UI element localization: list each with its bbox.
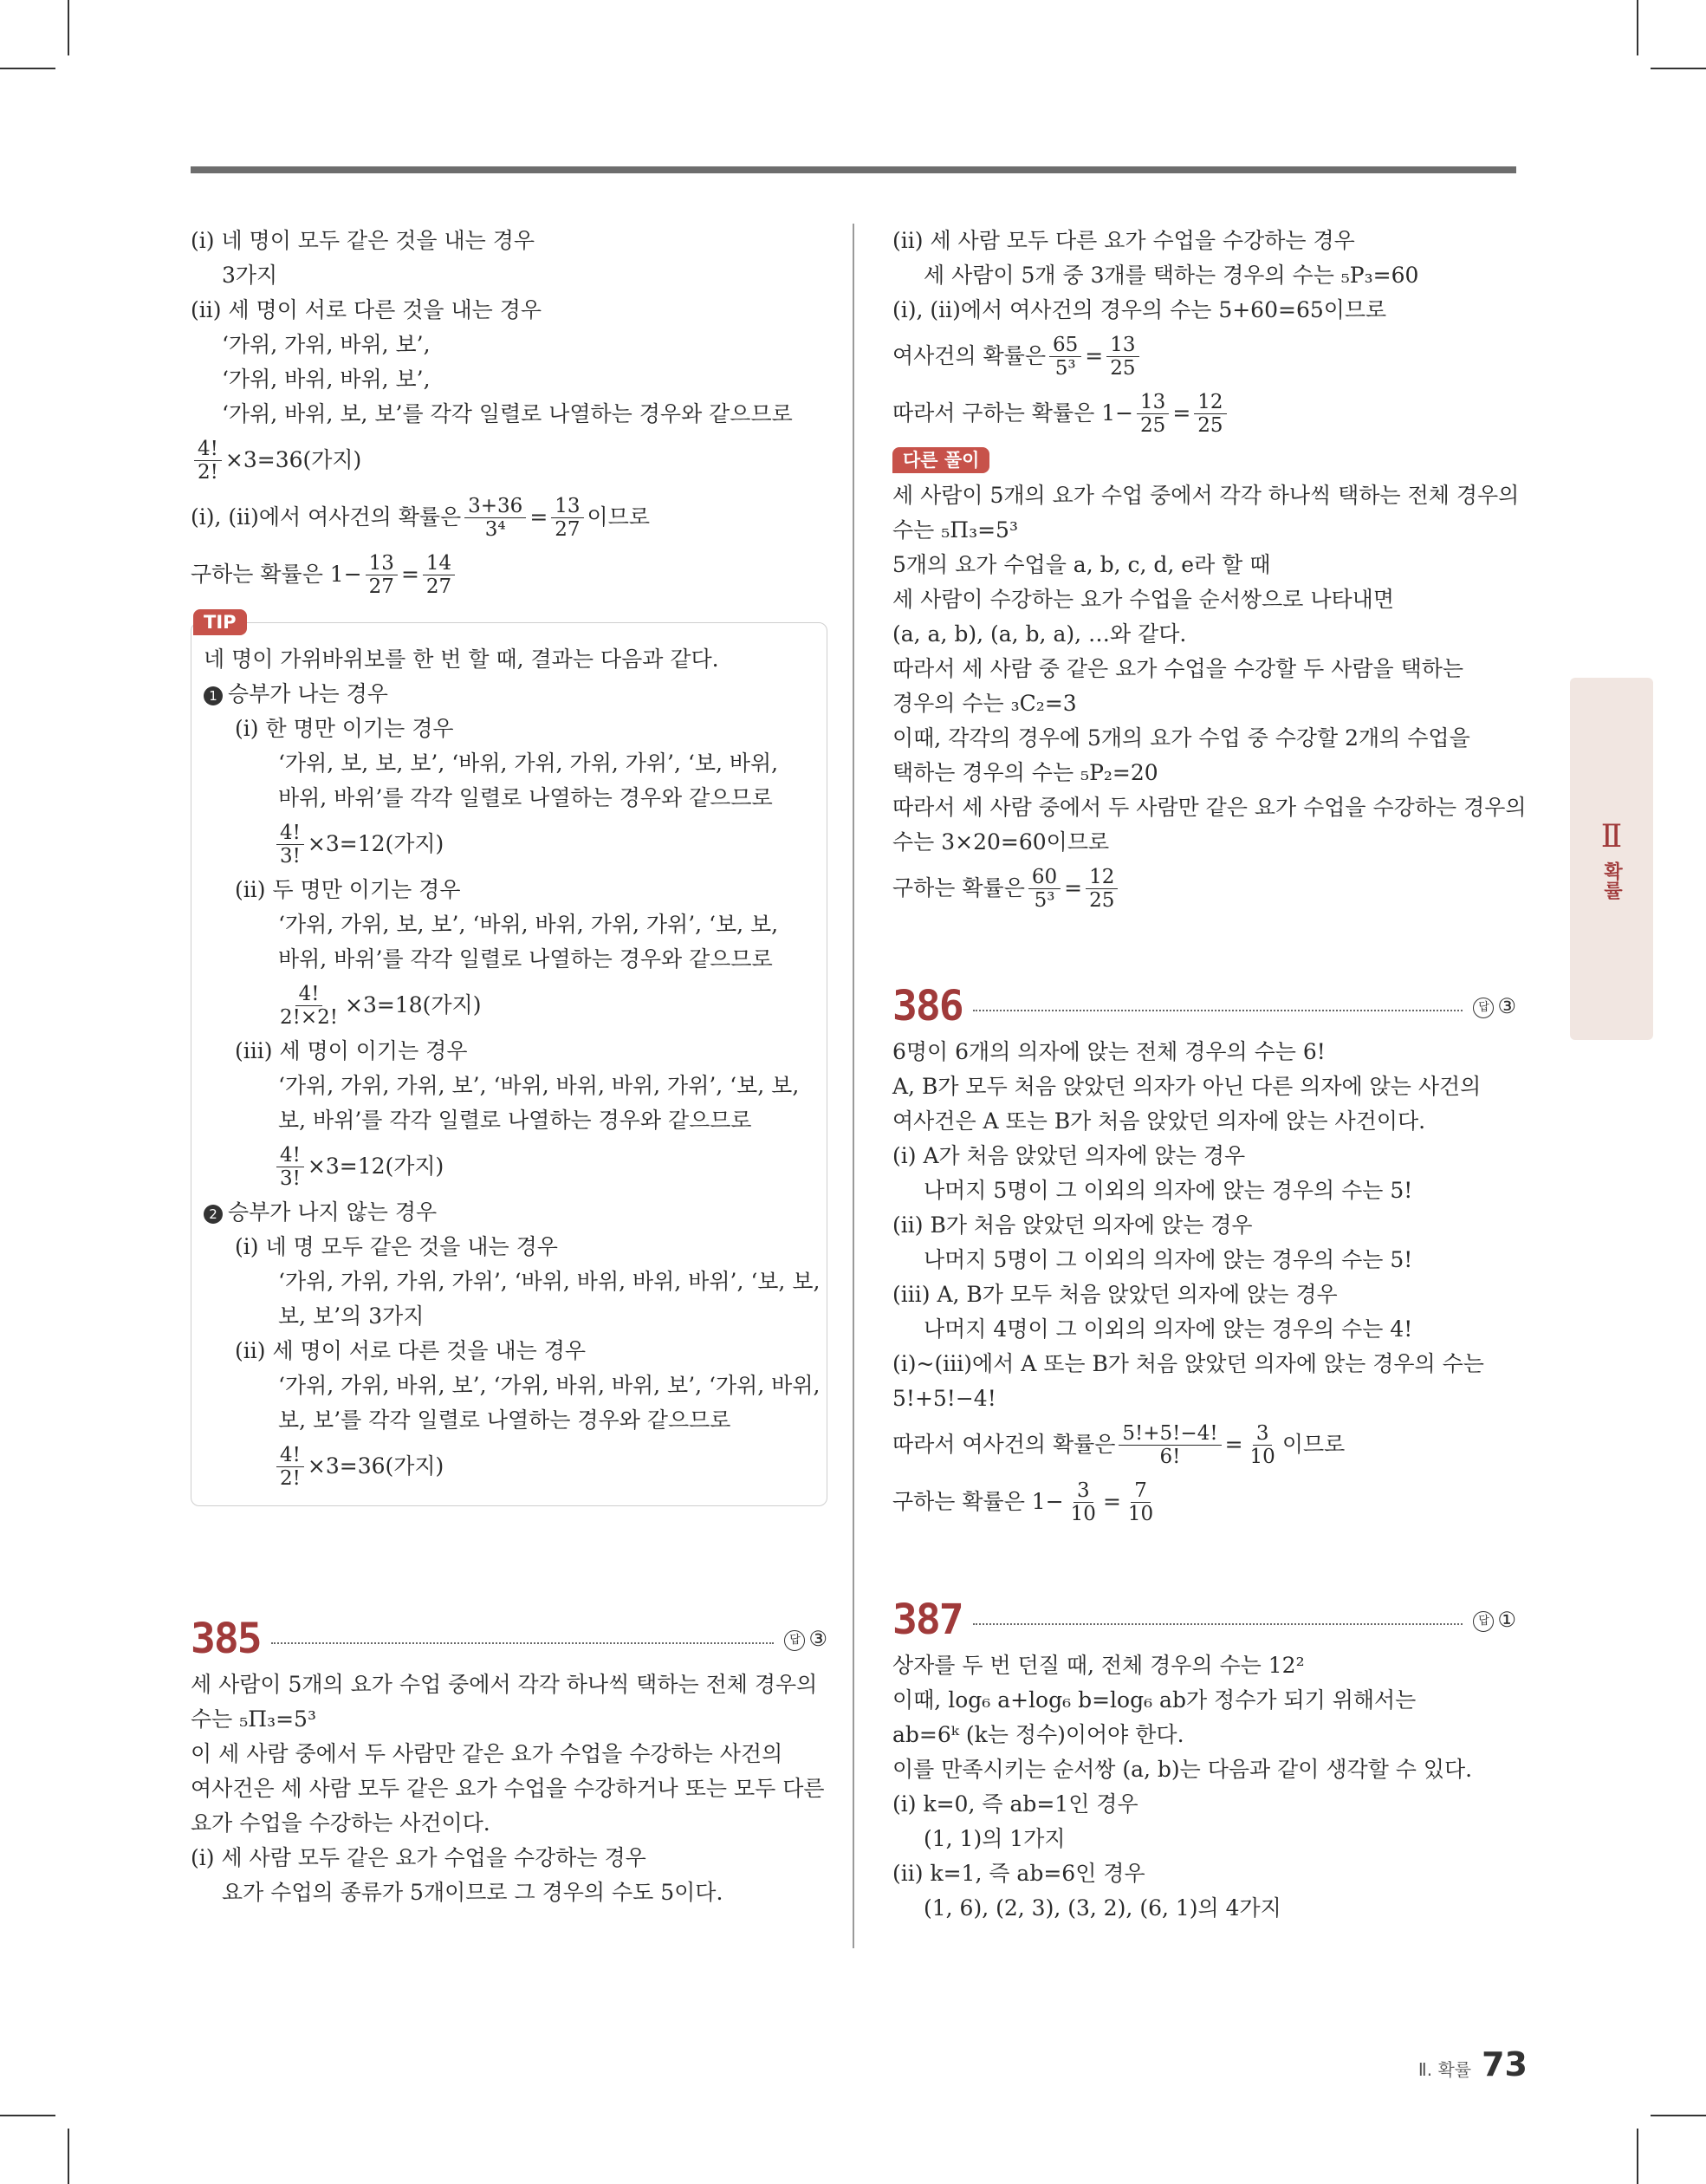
- text-line: (ⅱ) B가 처음 앉았던 의자에 앉는 경우: [892, 1212, 1253, 1238]
- fraction: $\frac{7}{10}$: [1127, 1479, 1154, 1525]
- text-line: 택하는 경우의 수는 ₅P₂=20: [892, 760, 1158, 785]
- text-line: 따라서 세 사람 중에서 두 사람만 같은 요가 수업을 수강하는 경우의: [892, 795, 1527, 820]
- text-line: 여사건은 A 또는 B가 처음 앉았던 의자에 앉는 사건이다.: [892, 1108, 1426, 1134]
- text-line: 3가지: [222, 263, 278, 288]
- left-column: (ⅰ) 네 명이 모두 같은 것을 내는 경우 3가지 (ⅱ) 세 명이 서로 다른 것을 내는 경우 ‘가위, 가위, 바위, 보’, ‘가위, 바위, 바위, 보’, ‘가위, 바위, 보, 보’를 각각 일렬로 나열하는 경우와 같으므로 $\frac{4!}{2!}$ ×3=36(가지) (ⅰ), (ⅱ)에서 여사건의 확률은 $\frac{3+36}{\text{3⁴}}$ = $\frac{13}{27}$ 이므로 구하는 확률은 1− $\frac{13}{27}$ = $\frac{14}{27}$ TIP 네 명이 가위바위보를 한 번 할 때, 결과는 다음과 같다. 1 승부가 나는 경우 (ⅰ) 한 명만 이기는 경우 ‘가위, 보, 보, 보’, ‘바위, 가위, 가위, 가위’, ‘보, 바위, 바위, 바위’를 각각 일렬로 나열하는 경우와 같으므로 $\frac{4!}{3!}$ ×3=12(가지) (ⅱ) 두 명만 이기는 경우 ‘가위, 가위, 보, 보’, ‘바위, 바위, 가위, 가위’, ‘보, 보, 바위, 바위’를 각각 일렬로 나열하는 경우와 같으므로 $\frac{4!}{2!\times 2!}$ ×3=18(가지) (ⅲ) 세 명이 이기는 경우 ‘가위, 가위, 가위, 보’, ‘바위, 바위, 바위, 가위’, ‘보, 보, 보, 바위’를 각각 일렬로 나열하는 경우와 같으므로 $\frac{4!}{3!}$ ×3=12(가지) 2 승부가 나지 않는 경우 (ⅰ) 네 명 모두 같은 것을 내는 경우 ‘가위, 가위, 가위, 가위’, ‘바위, 바위, 바위, 바위’, ‘보, 보, 보, 보’의 3가지 (ⅱ) 세 명이 서로 다른 것을 내는 경우 ‘가위, 가위, 바위, 보’, ‘가위, 바위, 바위, 보’, ‘가위, 바위, 보, 보’를 각각 일렬로 나열하는 경우와 같으므로 $\frac{4!}{2!}$ ×3=36(가지) 385 답 ③ 세 사람이 5개의 요가 수업 중에서 각각 하나씩 택하는 전체 경우의 수는 ₅Π₃=5³ 이 세 사람 중에서 두 사람만 같은 요가 수업을 수강하는 사건의 여사건은 세 사람 모두 같은 요가 수업을 수강하거나 또는 모두 다른 요가 수업을 수강하는 사건이다. (ⅰ) 세 사람 모두 같은 요가 수업을 수강하는 경우 요가 수업의 종류가 5개이므로 그 경우의 수도 5이다.: [191, 224, 827, 1910]
- crop-mark: [0, 68, 55, 69]
- text-line: 6명이 6개의 의자에 앉는 전체 경우의 수는 6!: [892, 1039, 1326, 1064]
- problem-number: 387: [892, 1596, 963, 1644]
- column-divider: [853, 224, 854, 1948]
- text-line: (ⅲ) A, B가 모두 처음 앉았던 의자에 앉는 경우: [892, 1282, 1338, 1307]
- answer-value: ③: [1497, 994, 1516, 1018]
- header-rule: [191, 166, 1516, 173]
- crop-mark: [68, 2129, 69, 2184]
- fraction: $\frac{60}{\text{5³}}$: [1028, 866, 1061, 912]
- text-line: (ⅱ) 세 명이 서로 다른 것을 내는 경우: [191, 297, 542, 322]
- circled-two-icon: 2: [204, 1205, 223, 1224]
- crop-mark: [1651, 2115, 1706, 2116]
- equation-line: $\frac{4!}{2!\times 2!}$ ×3=18(가지): [204, 977, 814, 1034]
- fraction: $\frac{13}{27}$: [551, 495, 583, 541]
- equation-line: 따라서 구하는 확률은 1− $\frac{13}{25}$ = $\frac{12}{25}$: [892, 385, 1516, 442]
- page-footer: [1418, 2045, 1528, 2083]
- page-number: 73: [1482, 2045, 1528, 2083]
- equation-line: 따라서 여사건의 확률은 $\frac{5!+5!-4!}{6!}$ = $\frac{3}{10}$ 이므로: [892, 1421, 1346, 1468]
- dotted-leader: [271, 1642, 775, 1644]
- chapter-side-tab: [1570, 678, 1653, 1040]
- fraction: $\frac{4!}{2!\times 2!}$: [280, 982, 339, 1029]
- text-line: 나머지 5명이 그 이외의 의자에 앉는 경우의 수는 5!: [924, 1178, 1413, 1203]
- crop-mark: [1637, 2129, 1638, 2184]
- fraction: $\frac{4!}{2!}$: [194, 438, 222, 484]
- fraction: $\frac{12}{25}$: [1194, 391, 1226, 437]
- text-line: 수는 ₅Π₃=5³: [892, 517, 1018, 543]
- text-line: 나머지 4명이 그 이외의 의자에 앉는 경우의 수는 4!: [924, 1316, 1413, 1342]
- text-line: ‘가위, 가위, 바위, 보’,: [222, 332, 431, 357]
- fraction: $\frac{65}{\text{5³}}$: [1049, 334, 1081, 380]
- answer-icon: 답: [1473, 1611, 1494, 1632]
- fraction: $\frac{4!}{3!}$: [276, 1144, 304, 1190]
- fraction: $\frac{5!+5!-4!}{6!}$: [1119, 1422, 1221, 1468]
- fraction: $\frac{14}{27}$: [423, 552, 455, 598]
- equation-line: (ⅰ), (ⅱ)에서 여사건의 확률은 $\frac{3+36}{\text{3⁴}}$ = $\frac{13}{27}$ 이므로: [191, 494, 650, 541]
- text-line: 상자를 두 번 던질 때, 전체 경우의 수는 12²: [892, 1653, 1305, 1678]
- equation-line: 구하는 확률은 $\frac{60}{\text{5³}}$ = $\frac{12}{25}$: [892, 860, 1516, 917]
- text-line: (a, a, b), (a, b, a), …와 같다.: [892, 621, 1187, 647]
- fraction: $\frac{4!}{2!}$: [276, 1444, 304, 1490]
- solution-386: [892, 1035, 1516, 1416]
- text-line: 경우의 수는 ₃C₂=3: [892, 691, 1077, 716]
- problem-387-header: [892, 1591, 1516, 1648]
- text-line: 따라서 세 사람 중 같은 요가 수업을 수강할 두 사람을 택하는: [892, 656, 1464, 681]
- answer-value: ①: [1497, 1608, 1516, 1632]
- crop-mark: [0, 2115, 55, 2116]
- fraction: $\frac{3}{10}$: [1249, 1421, 1275, 1468]
- circled-one-icon: 1: [204, 686, 223, 705]
- text-line: 나머지 5명이 그 이외의 의자에 앉는 경우의 수는 5!: [924, 1247, 1413, 1272]
- fraction: $\frac{13}{25}$: [1137, 391, 1169, 437]
- footer-section: Ⅱ. 확률: [1417, 2059, 1472, 2080]
- dotted-leader: [973, 1010, 1463, 1011]
- text-line: (ⅰ) k=0, 즉 ab=1인 경우: [892, 1791, 1138, 1817]
- text-line: 이때, log₆ a+log₆ b=log₆ ab가 정수가 되기 위해서는: [892, 1687, 1417, 1713]
- problem-number: 386: [892, 982, 963, 1030]
- chapter-name: 확률: [1600, 861, 1623, 900]
- fraction: $\frac{13}{27}$: [366, 552, 398, 598]
- text-line: 수는 3×20=60이므로: [892, 829, 1110, 855]
- equation-line: $\frac{4!}{2!}$ ×3=36(가지): [204, 1438, 814, 1495]
- text-line: (1, 1)의 1가지: [924, 1826, 1066, 1851]
- tip-box: TIP 네 명이 가위바위보를 한 번 할 때, 결과는 다음과 같다. 1 승부가 나는 경우 (ⅰ) 한 명만 이기는 경우 ‘가위, 보, 보, 보’, ‘바위, 가위, 가위, 가위’, ‘보, 바위, 바위, 바위’를 각각 일렬로 나열하는 경우와 같으므로 $\frac{4!}{3!}$ ×3=12(가지) (ⅱ) 두 명만 이기는 경우 ‘가위, 가위, 보, 보’, ‘바위, 바위, 가위, 가위’, ‘보, 보, 바위, 바위’를 각각 일렬로 나열하는 경우와 같으므로 $\frac{4!}{2!\times 2!}$ ×3=18(가지) (ⅲ) 세 명이 이기는 경우 ‘가위, 가위, 가위, 보’, ‘바위, 바위, 바위, 가위’, ‘보, 보, 보, 바위’를 각각 일렬로 나열하는 경우와 같으므로 $\frac{4!}{3!}$ ×3=12(가지) 2 승부가 나지 않는 경우 (ⅰ) 네 명 모두 같은 것을 내는 경우 ‘가위, 가위, 가위, 가위’, ‘바위, 바위, 바위, 바위’, ‘보, 보, 보, 보’의 3가지 (ⅱ) 세 명이 서로 다른 것을 내는 경우 ‘가위, 가위, 바위, 보’, ‘가위, 바위, 바위, 보’, ‘가위, 바위, 보, 보’를 각각 일렬로 나열하는 경우와 같으므로 $\frac{4!}{2!}$ ×3=36(가지): [191, 622, 827, 1506]
- equation-line: $\frac{4!}{3!}$ ×3=12(가지): [204, 1138, 814, 1195]
- fraction: $\frac{3}{10}$: [1070, 1479, 1096, 1525]
- chapter-roman-numeral: Ⅱ: [1600, 818, 1623, 855]
- fraction: $\frac{4!}{3!}$: [276, 822, 304, 868]
- text-line: (ⅰ) 네 명이 모두 같은 것을 내는 경우: [191, 228, 535, 253]
- alternative-solution: [892, 478, 1527, 860]
- text-line: (1, 6), (2, 3), (3, 2), (6, 1)의 4가지: [924, 1895, 1281, 1921]
- text-line: 5!+5!−4!: [892, 1386, 996, 1411]
- text-line: ab=6ᵏ (k는 정수)이어야 한다.: [892, 1722, 1184, 1747]
- text-line: (ⅰ)~(ⅲ)에서 A 또는 B가 처음 앉았던 의자에 앉는 경우의 수는: [892, 1351, 1484, 1376]
- solution-387: [892, 1648, 1516, 1926]
- problem-385-header: [191, 1610, 827, 1667]
- text-line: 5개의 요가 수업을 a, b, c, d, e라 할 때: [892, 552, 1271, 577]
- answer-icon: 답: [784, 1630, 805, 1651]
- text-line: 이때, 각각의 경우에 5개의 요가 수업 중 수강할 2개의 수업을: [892, 725, 1470, 751]
- text-line: ‘가위, 바위, 보, 보’를 각각 일렬로 나열하는 경우와 같으므로: [222, 401, 793, 426]
- text-line: (ⅱ) k=1, 즉 ab=6인 경우: [892, 1861, 1145, 1886]
- text-line: (ⅰ) A가 처음 앉았던 의자에 앉는 경우: [892, 1143, 1246, 1168]
- equation-line: $\frac{4!}{3!}$ ×3=12(가지): [204, 816, 814, 873]
- equation-line: 여사건의 확률은 $\frac{65}{\text{5³}}$ = $\frac{13}{25}$: [892, 328, 1516, 385]
- text-line: 세 사람이 수강하는 요가 수업을 순서쌍으로 나타내면: [892, 587, 1394, 612]
- equation-line: 구하는 확률은 1− $\frac{3}{10}$ = $\frac{7}{10}$: [892, 1473, 1516, 1531]
- problem-number: 385: [191, 1615, 261, 1663]
- solution-384-continued: [191, 224, 827, 432]
- fraction: $\frac{13}{25}$: [1106, 334, 1138, 380]
- right-column: (ⅱ) 세 사람 모두 다른 요가 수업을 수강하는 경우 세 사람이 5개 중 3개를 택하는 경우의 수는 ₅P₃=60 (ⅰ), (ⅱ)에서 여사건의 경우의 수는 5+60=65이므로 여사건의 확률은 $\frac{65}{\text{5³}}$ = $\frac{13}{25}$ 따라서 구하는 확률은 1− $\frac{13}{25}$ = $\frac{12}{25}$ 다른 풀이 세 사람이 5개의 요가 수업 중에서 각각 하나씩 택하는 전체 경우의 수는 ₅Π₃=5³ 5개의 요가 수업을 a, b, c, d, e라 할 때 세 사람이 수강하는 요가 수업을 순서쌍으로 나타내면 (a, a, b), (a, b, a), …와 같다. 따라서 세 사람 중 같은 요가 수업을 수강할 두 사람을 택하는 경우의 수는 ₃C₂=3 이때, 각각의 경우에 5개의 요가 수업 중 수강할 2개의 수업을 택하는 경우의 수는 ₅P₂=20 따라서 세 사람 중에서 두 사람만 같은 요가 수업을 수강하는 경우의 수는 3×20=60이므로 구하는 확률은 $\frac{60}{\text{5³}}$ = $\frac{12}{25}$ 386 답 ③ 6명이 6개의 의자에 앉는 전체 경우의 수는 6! A, B가 모두 처음 앉았던 의자가 아닌 다른 의자에 앉는 사건의 여사건은 A 또는 B가 처음 앉았던 의자에 앉는 사건이다. (ⅰ) A가 처음 앉았던 의자에 앉는 경우 나머지 5명이 그 이외의 의자에 앉는 경우의 수는 5! (ⅱ) B가 처음 앉았던 의자에 앉는 경우 나머지 5명이 그 이외의 의자에 앉는 경우의 수는 5! (ⅲ) A, B가 모두 처음 앉았던 의자에 앉는 경우 나머지 4명이 그 이외의 의자에 앉는 경우의 수는 4! (ⅰ)~(ⅲ)에서 A 또는 B가 처음 앉았던 의자에 앉는 경우의 수는 5!+5!−4! 따라서 여사건의 확률은 $\frac{5!+5!-4!}{6!}$ = $\frac{3}{10}$ 이므로 구하는 확률은 1− $\frac{3}{10}$ = $\frac{7}{10}$ 387 답 ① 상자를 두 번 던질 때, 전체 경우의 수는 12² 이때, log₆ a+log₆ b=log₆ ab가 정수가 되기 위해서는 ab=6ᵏ (k는 정수)이어야 한다. 이를 만족시키는 순서쌍 (a, b)는 다음과 같이 생각할 수 있다. (ⅰ) k=0, 즉 ab=1인 경우 (1, 1)의 1가지 (ⅱ) k=1, 즉 ab=6인 경우 (1, 6), (2, 3), (3, 2), (6, 1)의 4가지: [892, 224, 1516, 1926]
- answer-value: ③: [808, 1627, 827, 1651]
- crop-mark: [1637, 0, 1638, 55]
- dotted-leader: [973, 1623, 1463, 1625]
- answer-icon: 답: [1473, 998, 1494, 1018]
- equation-line: 구하는 확률은 1− $\frac{13}{27}$ = $\frac{14}{27}$: [191, 546, 827, 603]
- text-line: 이를 만족시키는 순서쌍 (a, b)는 다음과 같이 생각할 수 있다.: [892, 1757, 1473, 1782]
- fraction: $\frac{3+36}{\text{3⁴}}$: [464, 495, 526, 541]
- equation-line: $\frac{4!}{2!}$ ×3=36(가지): [191, 432, 827, 489]
- alternative-solution-label: 다른 풀이: [892, 447, 989, 473]
- text-line: 세 사람이 5개의 요가 수업 중에서 각각 하나씩 택하는 전체 경우의: [892, 483, 1520, 508]
- fraction: $\frac{12}{25}$: [1086, 866, 1118, 912]
- problem-386-header: [892, 978, 1516, 1035]
- text-line: ‘가위, 바위, 바위, 보’,: [222, 367, 431, 392]
- tip-label: TIP: [193, 609, 247, 635]
- crop-mark: [1651, 68, 1706, 69]
- text-line: A, B가 모두 처음 앉았던 의자가 아닌 다른 의자에 앉는 사건의: [892, 1074, 1482, 1099]
- crop-mark: [68, 0, 69, 55]
